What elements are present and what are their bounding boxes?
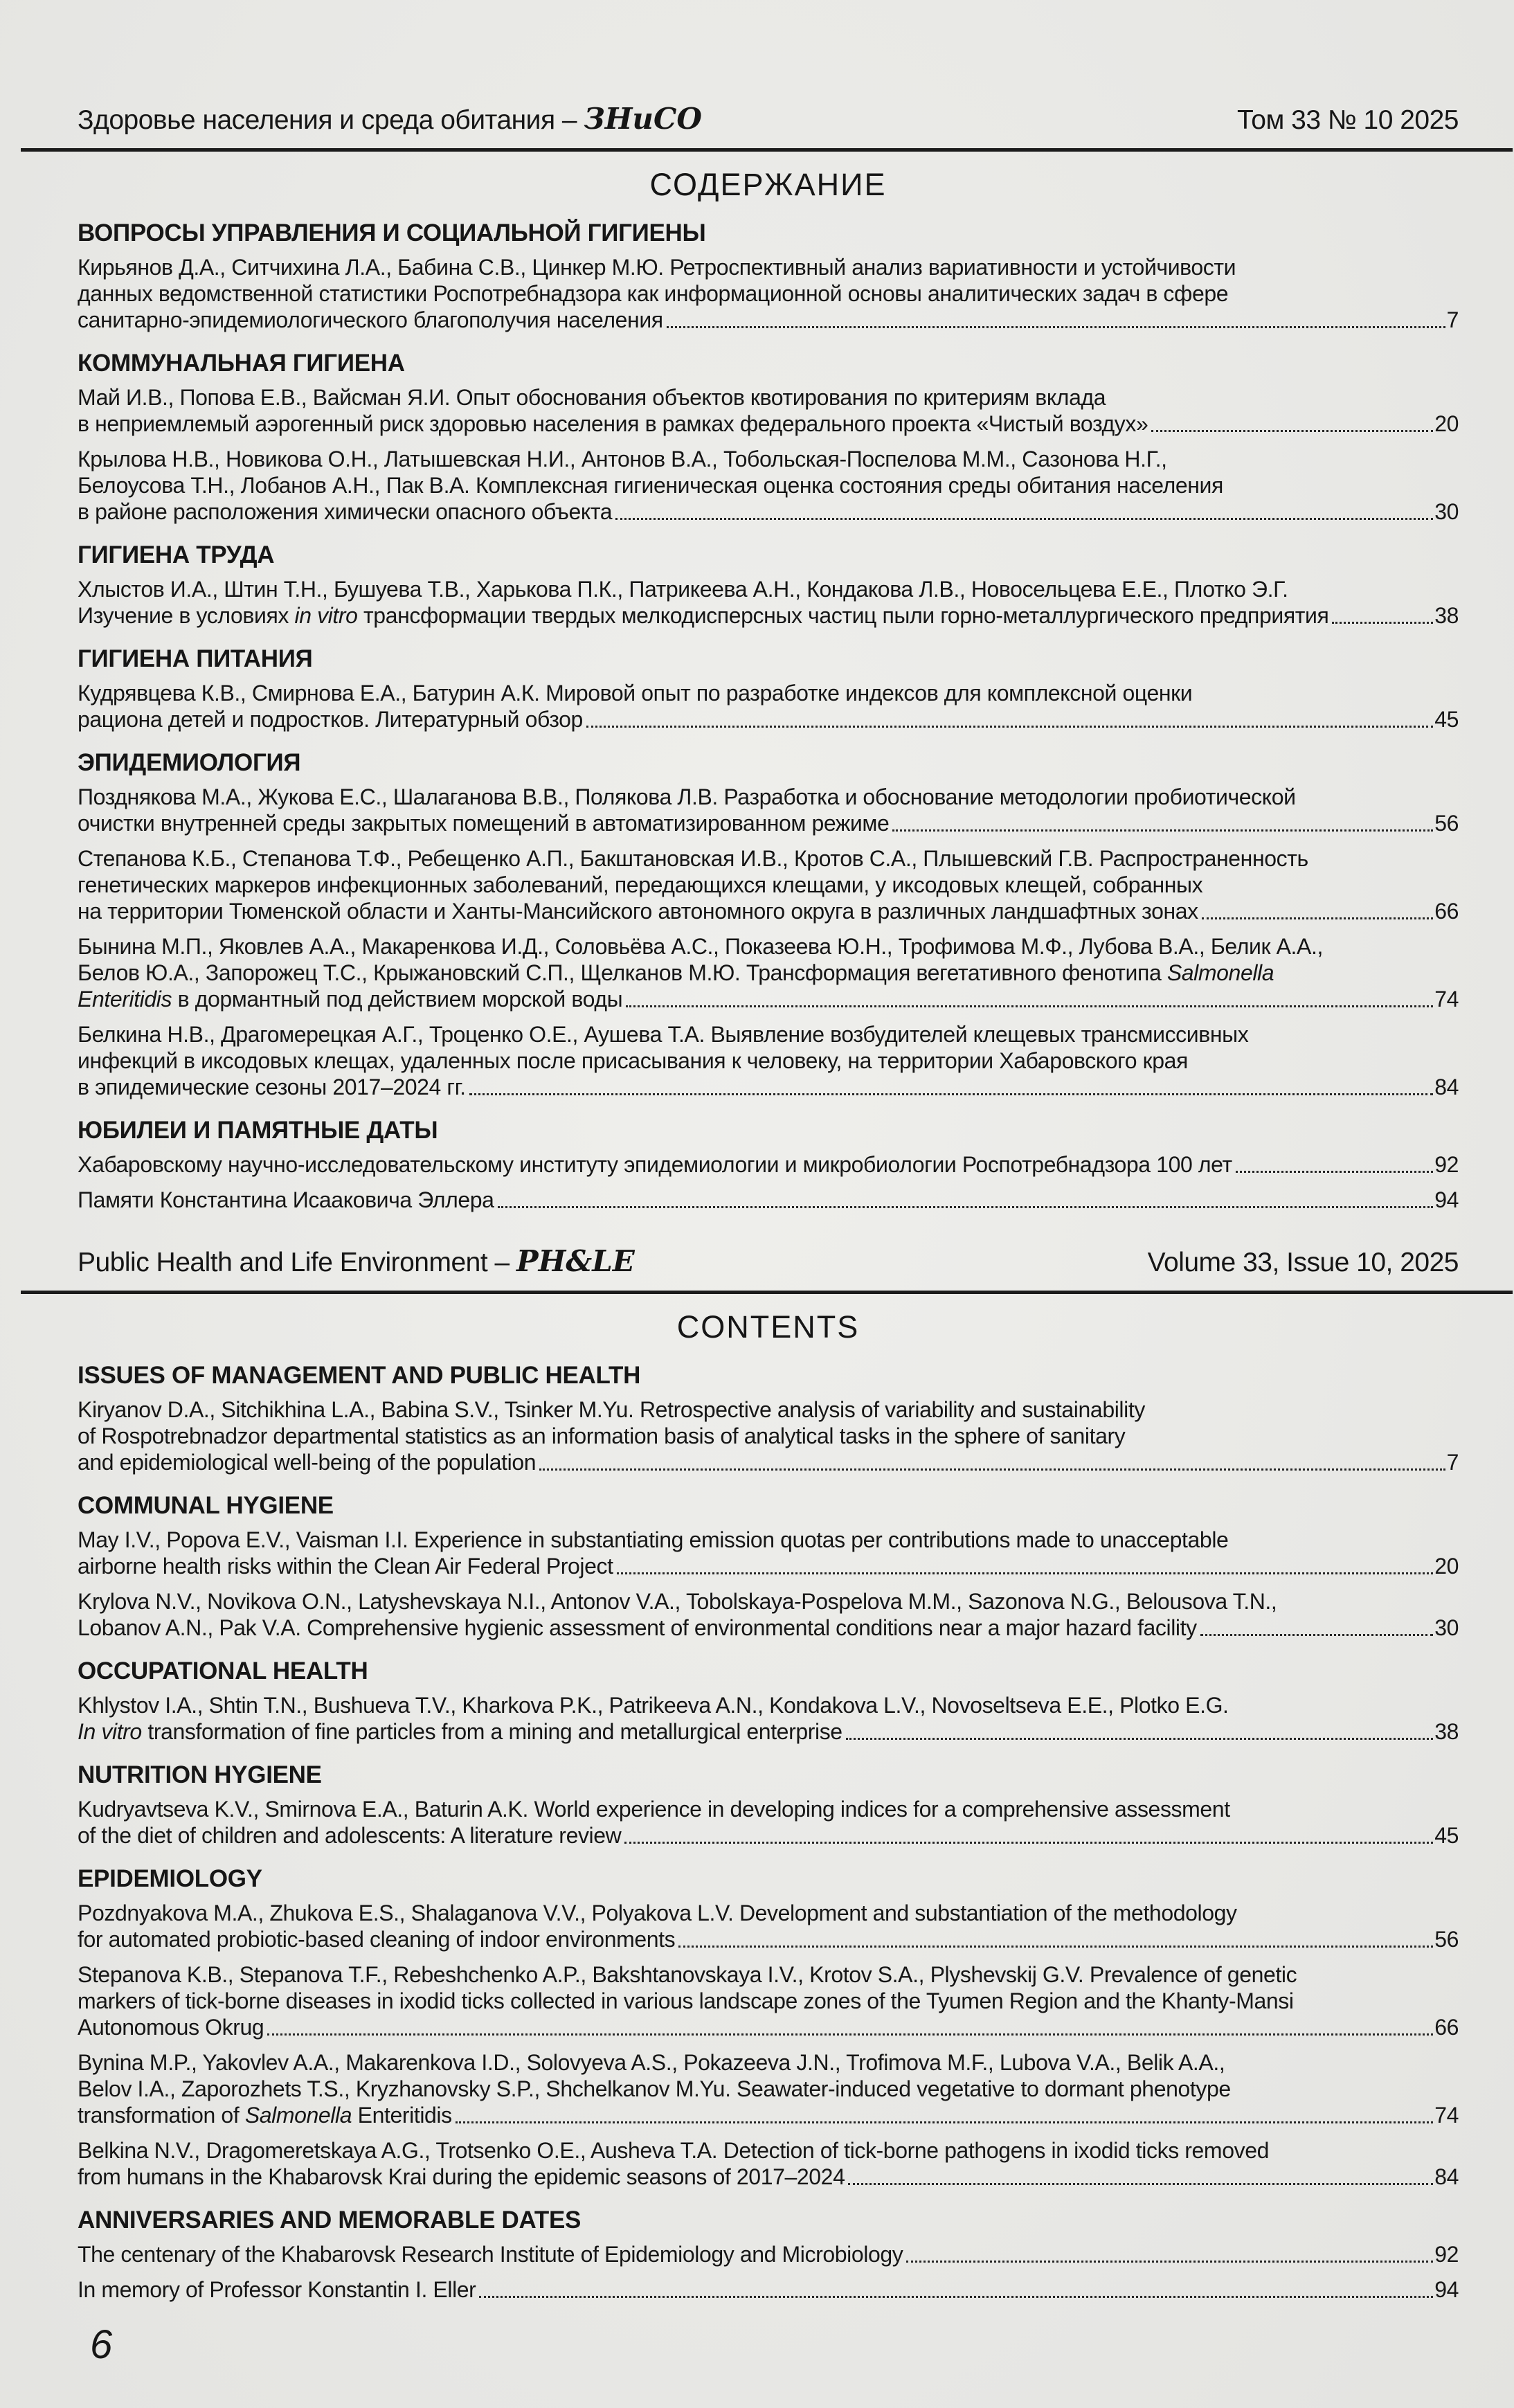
toc-entry-text: May I.V., Popova E.V., Vaisman I.I. Experience in substantiating emission quotas per contributions made to unacceptable <box>78 1527 1229 1552</box>
dotted-leader <box>1332 622 1433 624</box>
toc-entry <box>78 2049 1459 2128</box>
entry-page-number: 66 <box>1434 899 1459 924</box>
toc-entry <box>78 1187 1459 1213</box>
section-heading: ЭПИДЕМИОЛОГИЯ <box>78 749 301 776</box>
toc-entry-text: Белкина Н.В., Драгомерецкая А.Г., Троценко О.Е., Аушева Т.А. Выявление возбудителей клещевых трансмиссивных <box>78 1022 1249 1047</box>
toc-entry-text: airborne health risks within the Clean Air Federal Project <box>78 1554 613 1579</box>
toc-entry-text: and epidemiological well-being of the population <box>78 1450 537 1475</box>
toc-entry <box>78 2137 1459 2190</box>
toc-entry-line <box>78 1423 1459 1449</box>
toc-entry-line <box>78 1396 1459 1423</box>
entry-page-number: 56 <box>1434 811 1459 836</box>
toc-entry-text: Кудрявцева К.В., Смирнова Е.А., Батурин А.К. Мировой опыт по разработке индексов для комплексной оценки <box>78 681 1193 706</box>
toc-entry <box>78 1692 1459 1745</box>
toc-entry-text: рациона детей и подростков. Литературный обзор <box>78 707 583 732</box>
toc-entry-text: Белоусова Т.Н., Лобанов А.Н., Пак В.А. Комплексная гигиеническая оценка состояния среды обитания населения <box>78 473 1223 498</box>
toc-entry-line <box>78 446 1459 472</box>
toc-entry-line <box>78 986 1459 1012</box>
toc-entry-text: генетических маркеров инфекционных заболеваний, передающихся клещами, у иксодовых клещей, собранных <box>78 872 1203 897</box>
entry-page-number: 20 <box>1434 1554 1459 1579</box>
toc-entry-line <box>78 1527 1459 1553</box>
toc-entry-line <box>78 384 1459 411</box>
toc-entry-line <box>78 1151 1459 1178</box>
toc-entry <box>78 784 1459 836</box>
dotted-leader <box>892 829 1433 832</box>
section-heading: ГИГИЕНА ПИТАНИЯ <box>78 645 313 672</box>
dotted-leader <box>678 1946 1433 1948</box>
toc-entry-line <box>78 1048 1459 1074</box>
toc-entry <box>78 2241 1459 2267</box>
section-heading: ГИГИЕНА ТРУДА <box>78 541 275 568</box>
toc-entry-line <box>78 472 1459 498</box>
toc-entry-text: Белов Ю.А., Запорожец Т.С., Крыжановский С.П., Щелканов М.Ю. Трансформация вегетативного фенотипа Salmonella <box>78 960 1274 985</box>
toc-entry-line <box>78 2164 1459 2190</box>
toc-section <box>78 1865 1459 2190</box>
english-issue-info: Volume 33, Issue 10, 2025 <box>1147 1248 1459 1277</box>
entry-page-number: 45 <box>1434 707 1459 732</box>
toc-entry-text: Кирьянов Д.А., Ситчихина Л.А., Бабина С.В., Цинкер М.Ю. Ретроспективный анализ вариативности и устойчивости <box>78 255 1236 280</box>
toc-entry-line <box>78 784 1459 810</box>
dotted-leader <box>617 1572 1434 1574</box>
dotted-leader <box>1200 1634 1433 1636</box>
entry-page-number: 7 <box>1446 307 1459 332</box>
dotted-leader <box>1236 1171 1433 1173</box>
russian-contents-title: СОДЕРЖАНИЕ <box>649 167 887 202</box>
toc-section <box>78 350 1459 525</box>
toc-entry-text: Belkina N.V., Dragomeretskaya A.G., Trotsenko O.E., Ausheva T.A. Detection of tick-borne pathogens in ixodid ticks removed <box>78 2138 1269 2163</box>
toc-entry-line <box>78 254 1459 280</box>
toc-entry-text: The centenary of the Khabarovsk Research Institute of Epidemiology and Microbiology <box>78 2242 903 2267</box>
english-contents-title: CONTENTS <box>676 1309 860 1345</box>
toc-entry <box>78 1527 1459 1579</box>
entry-page-number: 84 <box>1434 2164 1459 2189</box>
toc-section <box>78 1117 1459 1213</box>
english-header-rule <box>21 1291 1513 1294</box>
toc-entry-text: Изучение в условиях in vitro трансформации твердых мелкодисперсных частиц пыли горно-металлургического предприятия <box>78 603 1329 628</box>
toc-entry-line <box>78 810 1459 836</box>
toc-entry-text: в районе расположения химически опасного объекта <box>78 499 613 524</box>
toc-entry <box>78 1796 1459 1849</box>
section-heading: COMMUNAL HYGIENE <box>78 1492 334 1519</box>
toc-entry-line <box>78 1588 1459 1615</box>
english-journal-title <box>78 1245 635 1279</box>
toc-entry <box>78 254 1459 333</box>
toc-entry-line <box>78 1074 1459 1100</box>
toc-entry-text: from humans in the Khabarovsk Krai during the epidemic seasons of 2017–2024 <box>78 2164 845 2189</box>
toc-entry-text: In memory of Professor Konstantin I. Eller <box>78 2277 476 2302</box>
entry-page-number: 92 <box>1434 1152 1459 1177</box>
toc-entry-line <box>78 1449 1459 1475</box>
toc-entry-text: In vitro transformation of fine particles from a mining and metallurgical enterprise <box>78 1719 842 1744</box>
english-block <box>78 1245 1459 2303</box>
toc-entry-text: Kiryanov D.A., Sitchikhina L.A., Babina S.V., Tsinker M.Yu. Retrospective analysis of variability and sustainability <box>78 1397 1145 1422</box>
russian-contents-list <box>78 219 1459 1213</box>
toc-entry-line <box>78 1615 1459 1641</box>
page-number-folio: 6 <box>90 2322 113 2367</box>
toc-entry-line <box>78 498 1459 525</box>
toc-entry-text: Хлыстов И.А., Штин Т.Н., Бушуева Т.В., Харькова П.К., Патрикеева А.Н., Кондакова Л.В., Новосельцева Е.Е., Плотко Э.Г. <box>78 577 1288 602</box>
entry-page-number: 66 <box>1434 2015 1459 2040</box>
toc-entry <box>78 1961 1459 2040</box>
toc-entry-text: Крылова Н.В., Новикова О.Н., Латышевская Н.И., Антонов В.А., Тобольская-Поспелова М.М., Сазонова Н.Г., <box>78 447 1167 471</box>
toc-entry-line <box>78 1822 1459 1849</box>
toc-entry-text: of the diet of children and adolescents: A literature review <box>78 1823 622 1848</box>
toc-entry-line <box>78 1796 1459 1822</box>
toc-entry <box>78 384 1459 437</box>
dotted-leader <box>456 2121 1433 2123</box>
toc-entry <box>78 1396 1459 1475</box>
english-journal-title-text: Public Health and Life Environment – <box>78 1248 517 1277</box>
dotted-leader <box>586 726 1433 728</box>
toc-entry <box>78 680 1459 733</box>
russian-issue-info: Том 33 № 10 2025 <box>1237 105 1459 135</box>
section-heading: ANNIVERSARIES AND MEMORABLE DATES <box>78 2207 582 2234</box>
english-journal-header <box>78 1245 1459 1279</box>
toc-entry-text: Stepanova K.B., Stepanova T.F., Rebeshchenko A.P., Bakshtanovskaya I.V., Krotov S.A., Plyshevskij G.V. Prevalence of genetic <box>78 1962 1297 1987</box>
toc-entry-line <box>78 2014 1459 2040</box>
dotted-leader <box>469 1093 1434 1095</box>
toc-entry-text: Belov I.A., Zaporozhets T.S., Kryzhanovsky S.P., Shchelkanov M.Yu. Seawater-induced vegetative to dormant phenotype <box>78 2076 1231 2101</box>
section-heading: ВОПРОСЫ УПРАВЛЕНИЯ И СОЦИАЛЬНОЙ ГИГИЕНЫ <box>78 219 706 246</box>
russian-journal-title-text: Здоровье населения и среда обитания – <box>78 105 584 135</box>
toc-entry-text: Kudryavtseva K.V., Smirnova E.A., Baturin A.K. World experience in developing indices for a comprehensive assessment <box>78 1797 1230 1822</box>
toc-entry <box>78 1021 1459 1100</box>
section-heading: NUTRITION HYGIENE <box>78 1761 322 1788</box>
toc-entry-line <box>78 1553 1459 1579</box>
russian-journal-logo: ЗНиСО <box>584 102 702 136</box>
dotted-leader <box>624 1842 1433 1844</box>
toc-entry-text: Pozdnyakova M.A., Zhukova E.S., Shalaganova V.V., Polyakova L.V. Development and substantiation of the methodology <box>78 1901 1237 1925</box>
toc-entry-line <box>78 307 1459 333</box>
toc-entry-line <box>78 2241 1459 2267</box>
toc-entry-line <box>78 1961 1459 1988</box>
toc-entry-text: Бынина М.П., Яковлев А.А., Макаренкова И.Д., Соловьёва А.С., Показеева Ю.Н., Трофимова М.Ф., Лубова В.А., Белик А.А., <box>78 934 1323 959</box>
dotted-leader <box>267 2033 1433 2036</box>
toc-entry-text: of Rospotrebnadzor departmental statistics as an information basis of analytical tasks in the sphere of sanitary <box>78 1423 1126 1448</box>
entry-page-number: 74 <box>1434 987 1459 1012</box>
dotted-leader <box>479 2296 1433 2298</box>
toc-entry-text: данных ведомственной статистики Роспотребнадзора как информационной основы аналитических задач в сфере <box>78 281 1229 306</box>
toc-entry-text: markers of tick-borne diseases in ixodid ticks collected in various landscape zones of the Tyumen Region and the Khanty-Mansi <box>78 1988 1294 2013</box>
toc-entry-line <box>78 1926 1459 1952</box>
toc-entry-text: for automated probiotic-based cleaning of indoor environments <box>78 1927 676 1952</box>
toc-entry-text: на территории Тюменской области и Ханты-Мансийского автономного округа в различных ландшафтных зонах <box>78 899 1198 924</box>
toc-entry-line <box>78 1021 1459 1048</box>
dotted-leader <box>848 2183 1433 2185</box>
toc-entry-text: Enteritidis в дормантный под действием морской воды <box>78 987 623 1012</box>
toc-entry-line <box>78 872 1459 898</box>
dotted-leader <box>1202 917 1433 919</box>
entry-page-number: 94 <box>1434 1187 1459 1212</box>
entry-page-number: 84 <box>1434 1075 1459 1099</box>
toc-entry-line <box>78 933 1459 960</box>
dotted-leader <box>539 1468 1445 1471</box>
dotted-leader <box>846 1738 1434 1740</box>
section-heading: ЮБИЛЕИ И ПАМЯТНЫЕ ДАТЫ <box>78 1117 438 1144</box>
toc-section <box>78 2207 1459 2303</box>
toc-entry-line <box>78 2049 1459 2076</box>
toc-entry-text: санитарно-эпидемиологического благополучия населения <box>78 307 663 332</box>
toc-entry <box>78 2276 1459 2303</box>
section-heading: OCCUPATIONAL HEALTH <box>78 1657 368 1684</box>
toc-entry <box>78 446 1459 525</box>
toc-entry-line <box>78 1900 1459 1926</box>
entry-page-number: 56 <box>1434 1927 1459 1952</box>
russian-journal-header <box>78 102 1459 137</box>
dotted-leader <box>1151 430 1433 432</box>
entry-page-number: 20 <box>1434 411 1459 436</box>
toc-entry-line <box>78 706 1459 733</box>
toc-entry-line <box>78 1187 1459 1213</box>
entry-page-number: 92 <box>1434 2242 1459 2267</box>
toc-section <box>78 1492 1459 1641</box>
toc-section <box>78 541 1459 629</box>
section-heading: ISSUES OF MANAGEMENT AND PUBLIC HEALTH <box>78 1362 641 1389</box>
toc-entry-text: инфекций в иксодовых клещах, удаленных после присасывания к человеку, на территории Хабаровского края <box>78 1048 1188 1073</box>
section-heading: КОММУНАЛЬНАЯ ГИГИЕНА <box>78 350 405 377</box>
toc-entry-line <box>78 411 1459 437</box>
dotted-leader <box>667 326 1445 328</box>
toc-entry-text: Krylova N.V., Novikova O.N., Latyshevskaya N.I., Antonov V.A., Tobolskaya-Pospelova M.M., Sazonova N.G., Belousova T.N., <box>78 1589 1277 1614</box>
toc-entry <box>78 576 1459 629</box>
entry-page-number: 74 <box>1434 2103 1459 2128</box>
section-heading: EPIDEMIOLOGY <box>78 1865 262 1892</box>
toc-entry-line <box>78 2137 1459 2164</box>
russian-header-rule <box>21 148 1513 152</box>
entry-page-number: 30 <box>1434 499 1459 524</box>
toc-entry-line <box>78 280 1459 307</box>
toc-entry-line <box>78 2102 1459 2128</box>
english-journal-logo: PH&LE <box>516 1244 635 1278</box>
toc-entry-text: в неприемлемый аэрогенный риск здоровью населения в рамках федерального проекта «Чистый воздух» <box>78 411 1148 436</box>
toc-section <box>78 1657 1459 1745</box>
dotted-leader <box>615 518 1433 520</box>
toc-entry-text: Хабаровскому научно-исследовательскому институту эпидемиологии и микробиологии Роспотребнадзора 100 лет <box>78 1152 1232 1177</box>
toc-entry <box>78 933 1459 1012</box>
toc-entry-text: Позднякова М.А., Жукова Е.С., Шалаганова В.В., Полякова Л.В. Разработка и обоснование методологии пробиотической <box>78 784 1296 809</box>
toc-entry <box>78 845 1459 924</box>
dotted-leader <box>906 2261 1433 2263</box>
toc-entry <box>78 1151 1459 1178</box>
toc-entry-line <box>78 576 1459 602</box>
entry-page-number: 30 <box>1434 1615 1459 1640</box>
toc-entry-line <box>78 602 1459 629</box>
toc-entry-line <box>78 960 1459 986</box>
toc-entry-line <box>78 1718 1459 1745</box>
toc-entry-line <box>78 680 1459 706</box>
toc-entry <box>78 1588 1459 1641</box>
toc-entry-line <box>78 845 1459 872</box>
entry-page-number: 7 <box>1446 1450 1459 1475</box>
toc-entry-line <box>78 1692 1459 1718</box>
entry-page-number: 38 <box>1434 1719 1459 1744</box>
toc-entry-text: в эпидемические сезоны 2017–2024 гг. <box>78 1075 466 1099</box>
toc-entry <box>78 1900 1459 1952</box>
toc-entry-text: Май И.В., Попова Е.В., Вайсман Я.И. Опыт обоснования объектов квотирования по критериям вклада <box>78 385 1106 410</box>
toc-section <box>78 1761 1459 1849</box>
toc-entry-text: очистки внутренней среды закрытых помещений в автоматизированном режиме <box>78 811 890 836</box>
english-contents-list <box>78 1362 1459 2303</box>
dotted-leader <box>626 1005 1433 1007</box>
toc-entry-text: transformation of Salmonella Enteritidis <box>78 2103 452 2128</box>
toc-section <box>78 645 1459 733</box>
entry-page-number: 45 <box>1434 1823 1459 1848</box>
toc-entry-text: Bynina M.P., Yakovlev A.A., Makarenkova I.D., Solovyeva A.S., Pokazeeva J.N., Trofimova M.F., Lubova V.A., Belik A.A., <box>78 2050 1225 2075</box>
toc-section <box>78 1362 1459 1475</box>
toc-entry-line <box>78 2076 1459 2102</box>
toc-entry-line <box>78 2276 1459 2303</box>
dotted-leader <box>498 1206 1434 1208</box>
toc-entry-text: Памяти Константина Исааковича Эллера <box>78 1187 494 1212</box>
toc-entry-text: Khlystov I.A., Shtin T.N., Bushueva T.V., Kharkova P.K., Patrikeeva A.N., Kondakova L.V., Novoseltseva E.E., Plotko E.G. <box>78 1693 1229 1718</box>
russian-journal-title <box>78 102 702 137</box>
toc-section <box>78 749 1459 1100</box>
toc-entry-text: Степанова К.Б., Степанова Т.Ф., Ребещенко А.П., Бакштановская И.В., Кротов С.А., Плышевский Г.В. Распространенность <box>78 846 1308 871</box>
toc-section <box>78 219 1459 333</box>
toc-entry-text: Autonomous Okrug <box>78 2015 264 2040</box>
entry-page-number: 94 <box>1434 2277 1459 2302</box>
toc-entry-line <box>78 898 1459 924</box>
entry-page-number: 38 <box>1434 603 1459 628</box>
toc-entry-line <box>78 1988 1459 2014</box>
toc-entry-text: Lobanov A.N., Pak V.A. Comprehensive hygienic assessment of environmental conditions near a major hazard facility <box>78 1615 1197 1640</box>
